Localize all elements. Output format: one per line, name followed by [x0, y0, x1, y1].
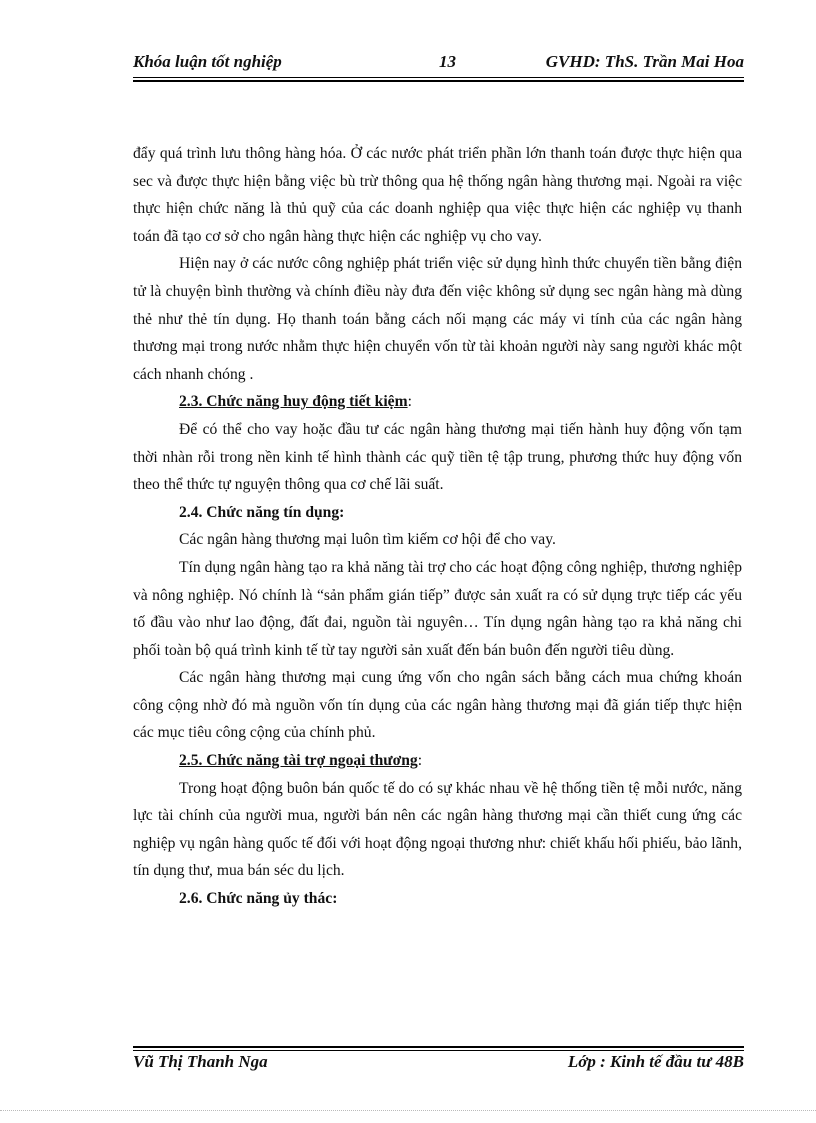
page-footer [133, 1052, 744, 1076]
paragraph-bank-credit: Tín dụng ngân hàng tạo ra khả năng tài trợ cho các hoạt động công nghiệp, thương nghiệp và nông nghiệp. Nó chính là “sản phẩm gián tiếp” được sản xuất ra có sử dụng trực tiếp các yếu tố đầu vào như lao động, đất đai, nguồn tài nguyên… Tín dụng ngân hàng tạo ra khả năng chi phối toàn bộ quá trình kinh tế từ tay người sản xuất đến bán buôn đến người tiêu dùng. [133, 558, 742, 659]
heading-trust-function: 2.6. Chức năng ủy thác: [179, 890, 338, 908]
paragraph-credit-intro: Các ngân hàng thương mại luôn tìm kiếm cơ hội để cho vay. [179, 531, 556, 549]
paragraph-payment-function: đẩy quá trình lưu thông hàng hóa. Ở các nước phát triển phần lớn thanh toán được thực hiện qua sec và được thực hiện bằng việc bù trừ thông qua hệ thống ngân hàng thương mại. Ngoài ra việc thực hiện chức năng là thủ quỹ của các doanh nghiệp qua việc thực hiện các nghiệp vụ thanh toán đã tạo cơ sở cho ngân hàng thực hiện các nghiệp vụ cho vay. [133, 145, 742, 245]
footer-rule [133, 1046, 744, 1051]
heading-foreign-trade-finance-colon: : [417, 752, 423, 770]
footer-class: Lớp : Kinh tế đầu tư 48B [567, 1052, 744, 1071]
page-header [133, 52, 744, 78]
paragraph-electronic-transfer: Hiện nay ở các nước công nghiệp phát triển việc sử dụng hình thức chuyển tiền bằng điện tử là chuyện bình thường và chính điều này đưa đến việc không sử dụng sec ngân hàng mà dùng thẻ như thẻ tín dụng. Họ thanh toán bằng cách nối mạng các máy vi tính của các ngân hàng thương mại trong nước nhằm thực hiện chuyển vốn từ tài khoản người này sang người khác một cách nhanh chóng . [133, 255, 742, 383]
paragraph-public-securities: Các ngân hàng thương mại cung ứng vốn cho ngân sách bằng cách mua chứng khoán công cộng nhờ đó mà nguồn vốn tín dụng của các ngân hàng thương mại đã gián tiếp thực hiện các mục tiêu công cộng của chính phủ. [133, 669, 742, 742]
footer-author: Vũ Thị Thanh Nga [133, 1052, 268, 1071]
heading-credit-function: 2.4. Chức năng tín dụng: [179, 503, 345, 521]
heading-foreign-trade-finance [133, 747, 742, 775]
paragraph-savings-mobilization: Để có thể cho vay hoặc đầu tư các ngân hàng thương mại tiến hành huy động vốn tạm thời nhàn rỗi trong nền kinh tế hình thành các quỹ tiền tệ tập trung, phương thức huy động vốn theo thể thức tự nguyện thông qua cơ chế lãi suất. [133, 420, 742, 494]
heading-savings-mobilization [133, 388, 742, 416]
header-thesis-title: Khóa luận tốt nghiệp [133, 52, 282, 71]
page-number: 13 [439, 52, 456, 71]
heading-savings-mobilization-colon: : [407, 393, 412, 411]
paragraph-foreign-trade-finance: Trong hoạt động buôn bán quốc tế do có sự khác nhau về hệ thống tiền tệ mỗi nước, năng lực tài chính của người mua, người bán nên các ngân hàng thương mại cần thiết cung ứng các nghiệp vụ ngân hàng quốc tế đối với hoạt động ngoại thương như: chiết khấu hối phiếu, bảo lãnh, tín dụng thư, mua bán séc du lịch. [133, 779, 742, 880]
page-edge-divider [0, 1110, 816, 1111]
header-advisor: GVHD: ThS. Trần Mai Hoa [545, 52, 744, 71]
document-body [133, 140, 742, 913]
heading-foreign-trade-finance-text: 2.5. Chức năng tài trợ ngoại thương [179, 752, 418, 770]
heading-savings-mobilization-text: 2.3. Chức năng huy động tiết kiệm [179, 393, 408, 411]
header-rule [133, 77, 744, 82]
